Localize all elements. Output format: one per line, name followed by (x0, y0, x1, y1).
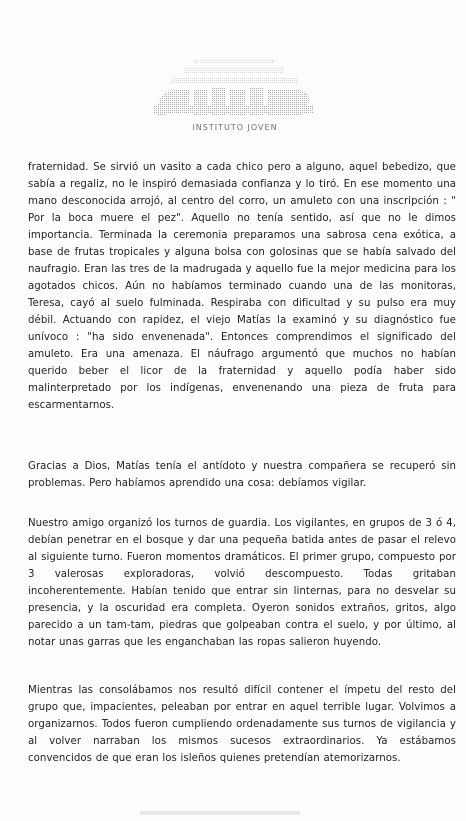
paragraph-text: Gracias a Dios, Matías tenía el antídoto y nuestra compañera se recuperó sin problemas. Pero habíamos aprendido una cosa: debíamos vigilar. (28, 461, 456, 489)
paragraph-text: fraternidad. Se sirvió un vasito a cada chico pero a alguno, aquel bebedizo, que sabía a regaliz, no le inspiró demasiada confianza y lo tiró. En ese momento una mano desconocida arrojó, al centro del corro, un amuleto con una inscripción : " Por la boca muere el pez". Aquello no tenía sentido, así que no le dimos importancia. Terminada la ceremonia preparamos una sabrosa cena exótica, a base de frutas tropicales y alguna bolsa con golosinas que se había salvado del naufragio. Eran las tres de la madrugada y aquello fue la mejor medicina para los agotados chicos. Aún no habíamos terminado cuando una de las monitoras, Teresa, cayó al suelo fulminada. Respiraba con dificultad y su pulso era muy débil. Actuando con rapidez, el viejo Matías la examinó y su diagnóstico fue unívoco : "ha sido envenenada". Entonces comprendimos el significado del amuleto. Era una amenaza. El náufrago argumentó que muchos no habían querido beber el licor de la fraternidad y aquello podía haber sido malinterpretado por los indígenas, envenenando una pieza de fruta para escarmentarnos. (28, 162, 456, 411)
footer-smudge-mark (140, 808, 300, 818)
logo-caption: INSTITUTO JOVEN (192, 123, 278, 132)
body-paragraph (28, 159, 456, 414)
body-paragraph (28, 458, 456, 492)
paragraph-text: Nuestro amigo organizó los turnos de guardia. Los vigilantes, en grupos de 3 ó 4, debían penetrar en el bosque y dar una pequeña batida antes de pasar el relevo al siguiente turno. Fueron momentos dramáticos. El primer grupo, compuesto por 3 valerosas exploradoras, volvió descompuesto. Todas gritaban incoherentemente. Habían tenido que entrar sin linternas, para no desvelar su presencia, y la oscuridad era completa. Oyeron sonidos extraños, gritos, algo parecido a un tam-tam, piedras que golpeaban contra el suelo, y por último, al notar unas garras que les enganchaban las ropas salieron huyendo. (28, 518, 456, 648)
paragraph-text: Mientras las consolábamos nos resultó difícil contener el ímpetu del resto del grupo que, impacientes, peleaban por entrar en aquel terrible lugar. Volvimos a organizarnos. Todos fueron cumpliendo ordenadamente sus turnos de vigilancia y al volver narraban los mismos sucesos extraordinarios. Ya estábamos convencidos de que eran los isleños quienes pretendían atemorizarnos. (28, 685, 456, 764)
body-paragraph (28, 682, 456, 767)
body-paragraph (28, 515, 456, 651)
faded-stamp-logo-icon (150, 60, 320, 136)
